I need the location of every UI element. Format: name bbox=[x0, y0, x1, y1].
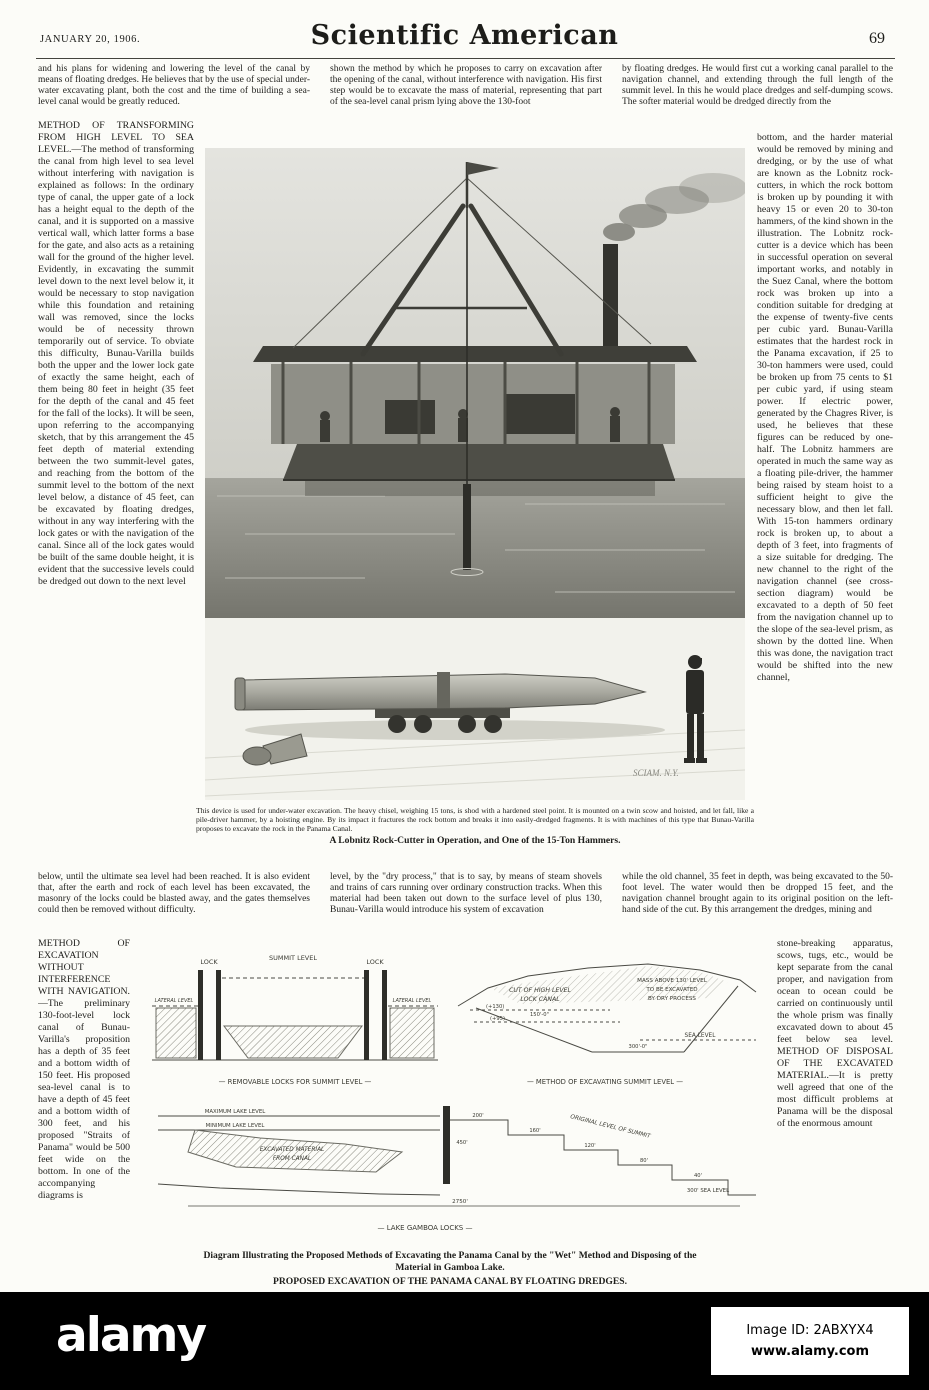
ground-mass-left bbox=[156, 1008, 196, 1058]
label-lateral-level-left: LATERAL LEVEL bbox=[154, 998, 194, 1004]
label-original-level: ORIGINAL LEVEL OF SUMMIT bbox=[569, 1114, 651, 1140]
intro-left-paragraph: and his plans for widening and lowering the level of the canal by means of floating dredges. He believes that by the use of special under-water excavating plant, both the cost and the time of building a sea-level canal would be greatly reduced. bbox=[38, 64, 310, 107]
label-min-lake: MINIMUM LAKE LEVEL bbox=[205, 1123, 265, 1129]
water-background bbox=[205, 478, 745, 618]
label-width-300: 300'-0" bbox=[628, 1044, 648, 1050]
lake-floor-line bbox=[158, 1184, 440, 1195]
dredge-scene-image bbox=[205, 148, 745, 618]
alamy-watermark-bar bbox=[0, 1292, 929, 1390]
page-number: 69 bbox=[869, 30, 885, 47]
label-depth-450: 450' bbox=[456, 1140, 468, 1146]
hammer-scene-image bbox=[205, 618, 745, 800]
label-max-lake: MAXIMUM LAKE LEVEL bbox=[204, 1109, 266, 1115]
label-method-excavating: — METHOD OF EXCAVATING SUMMIT LEVEL — bbox=[526, 1078, 684, 1086]
label-mass-line3: BY DRY PROCESS bbox=[648, 996, 696, 1002]
terrace-steps bbox=[450, 1120, 756, 1195]
ground-mass-center bbox=[224, 1026, 362, 1058]
label-excavated-material1: EXCAVATED MATERIAL bbox=[259, 1147, 325, 1153]
canopy-roof bbox=[253, 346, 697, 362]
chisel-butt bbox=[235, 678, 245, 710]
label-step-40: 40' bbox=[693, 1173, 703, 1179]
label-sea-level: SEA LEVEL bbox=[684, 1033, 716, 1039]
label-width-2750: 2750' bbox=[452, 1199, 468, 1205]
figure-caption-detail: This device is used for under-water excavation. The heavy chisel, weighing 15 tons, is shod with a hardened steel point. It is mounted on a twin scow and hoisted, and let fall, like a pile-driver hammer, by a hoisting engine. By its impact it fractures the rock bottom and breaks it into easily-dredged fragments. It is with machines of this type that Bunau-Varilla proposes to excavate the rock in the Panama Canal. bbox=[196, 806, 754, 833]
label-step-120: 120' bbox=[584, 1143, 596, 1149]
label-summit-level: SUMMIT LEVEL bbox=[269, 954, 317, 962]
alamy-url-text: www.alamy.com bbox=[750, 1344, 870, 1359]
image-id-box bbox=[711, 1307, 909, 1375]
label-mass-line2: TO BE EXCAVATED bbox=[646, 987, 698, 993]
figure-caption-title: A Lobnitz Rock-Cutter in Operation, and One of the 15-Ton Hammers. bbox=[329, 835, 621, 846]
image-id-text: Image ID: 2ABXYX4 bbox=[746, 1323, 874, 1338]
label-elev-95: (+95) bbox=[490, 1016, 505, 1022]
bottom-right-column-text: stone-breaking apparatus, scows, tugs, etc., would be kept separate from the canal proper, and navigation from ocean to ocean could be carried on continuously until the whole prism was finally excavated down to about 45 feet below sea level. METHOD OF DISPOSAL OF THE EXCAVATED MATERIAL.—It is pretty well agreed that one of the most difficult problems at Panama will be the disposal of the enormous amount bbox=[777, 938, 893, 1129]
label-mass-line1: MASS ABOVE 130' LEVEL bbox=[637, 978, 707, 984]
label-sea-level-300: 300' SEA LEVEL bbox=[686, 1188, 730, 1194]
chisel-underwater bbox=[463, 484, 471, 570]
label-elev-130: (+130) bbox=[486, 1004, 505, 1010]
alamy-logo: alamy bbox=[56, 1308, 206, 1363]
label-lateral-level-right: LATERAL LEVEL bbox=[392, 998, 432, 1004]
diagram-caption-line1: Diagram Illustrating the Proposed Methods of Excavating the Panama Canal by the "Wet" Method and Disposing of the bbox=[203, 1250, 697, 1261]
label-lock-left: LOCK bbox=[200, 958, 218, 966]
mid-right-paragraph: while the old channel, 35 feet in depth, was being excavated to the 50-foot level. The water would then be dropped 15 feet, and the navigation channel brought again to its original position on the left-hand side of the cut. By this arrangement the dredges, mining and bbox=[622, 872, 893, 915]
spare-point-base bbox=[243, 747, 271, 765]
label-lake-gamboa: — LAKE GAMBOA LOCKS — bbox=[377, 1224, 473, 1232]
header-rule bbox=[36, 58, 895, 59]
lifting-collar bbox=[437, 672, 450, 708]
label-width-150: 150'-0" bbox=[530, 1012, 549, 1018]
left-column-text: METHOD OF TRANSFORMING FROM HIGH LEVEL TO SEA LEVEL.—The method of transforming the canal from high level to sea level without interfering with navigation is explained as follows: In the ordinary type of canal, the upper gate of a lock has a height equal to the depth of the canal, and it is supported on a massive vertical wall, which latter forms a base for the gate, and also acts as a retaining wall for the ground of the higher level. Evidently, in excavating the summit level down to the next level below it, it would be necessary to stop navigation while this foundation and retaining wall was removed, since the locks would be of necessity thrown temporarily out of service. To obviate this difficulty, Bunau-Varilla builds both the upper and the lower lock gate of exactly the same height, each of them being 80 feet in height (35 feet for the depth of the canal and 45 feet for the fall of the locks). It will be seen, upon referring to the accompanying sketch, that by this arrangement the 45 feet depth of material extending between the two summit-level gates, and reaching from the bottom of the summit level to the bottom of the next level below, a distance of 45 feet, can be excavated by floating dredges, without in any way interfering with the lock gates or with the navigation of the canal. Since all of the lock gates would be built of the same double height, it is evident that the successive levels could be dredged out down to the next level bbox=[38, 120, 194, 587]
diagram-caption-line2: Material in Gamboa Lake. bbox=[395, 1262, 505, 1273]
gamboa-dam bbox=[443, 1106, 450, 1184]
excavation-diagram bbox=[140, 948, 760, 1248]
bottom-left-column-text: METHOD OF EXCAVATION WITHOUT INTERFERENCE WITH NAVIGATION.—The preliminary 130-foot-level lock canal of Bunau-Varilla's proposition has a depth of 35 feet and a bottom width of 150 feet. His proposed sea-level canal is to have a depth of 45 feet and a bottom width of 300 feet, and his proposed "Straits of Panama" would be 500 feet wide on the bottom. In one of the accompanying diagrams is bbox=[38, 938, 130, 1201]
smokestack bbox=[603, 244, 618, 348]
right-column-text: bottom, and the harder material would be removed by mining and dredging, or by the use of what are known as the Lobnitz rock-cutters, in which the rock bottom is broken up by pounding it with heavy 15 or even 20 to 30-ton hammers, of the kind shown in the illustration. The Lobnitz rock-cutter is a device which has been in successful operation on several important works, and notably in the Suez Canal, where the bottom rock was broken up into a condition suitable for dredging at the expense of twenty-five cents per cubic yard. Bunau-Varilla estimates that the hardest rock in the Panama excavation, if 25 to 30-ton hammers were used, could be broken up from 75 cents to $1 per cubic yard, if using steam power. If electric power, generated by the Chagres River, is used, he believes that these figures can be reduced by one-half. The Lobnitz hammers are operated in much the same way as a floating pile-driver, the hammer being raised by steam hoist to a sufficient height to give the necessary blow, and then let fall. With 15-ton hammers ordinary rock is broken up, to about a depth of 3 feet, into fragments of a size suitable for dredging. The new channel to the right of the navigation channel (see cross-section diagram) would be excavated to a depth of 50 feet from the navigation channel up to the slope of the sea-level prism, as shown by the dotted line. When this was done, the navigation tract would be shifted into the new channel, bbox=[757, 132, 893, 683]
label-removable-locks: — REMOVABLE LOCKS FOR SUMMIT LEVEL — bbox=[218, 1078, 372, 1086]
diagram-caption-line3: PROPOSED EXCAVATION OF THE PANAMA CANAL BY FLOATING DREDGES. bbox=[272, 1276, 628, 1287]
intro-right-paragraph: by floating dredges. He would first cut a working canal parallel to the navigation channel, and extending through the full length of the summit level. In this he would place dredges and self-dumping scows. The softer material would be dredged directly from the bbox=[622, 64, 893, 107]
intro-center-paragraph: shown the method by which he proposes to carry on excavation after the opening of the canal, without interference with navigation. His first step would be to excavate the mass of material, representing that part of the sea-level canal prism lying above the 130-foot bbox=[330, 64, 602, 107]
issue-date: JANUARY 20, 1906. bbox=[40, 34, 141, 45]
ground-mass-right bbox=[390, 1008, 434, 1058]
masthead-title: Scientific American bbox=[310, 20, 619, 51]
artist-signature: SCIAM. N.Y. bbox=[633, 768, 679, 778]
shadow bbox=[245, 720, 665, 740]
label-cut-line2: LOCK CANAL bbox=[520, 996, 560, 1003]
mid-left-paragraph: below, until the ultimate sea level had been reached. It is also evident that, after the earth and rock of each level has been excavated, the masonry of the locks could be blasted away, and the gates themselves could then be removed without difficulty. bbox=[38, 872, 310, 915]
label-step-160: 160' bbox=[529, 1128, 541, 1134]
label-cut-line1: CUT OF HIGH LEVEL bbox=[509, 987, 571, 994]
label-lock-right: LOCK bbox=[366, 958, 384, 966]
label-step-80: 80' bbox=[639, 1158, 649, 1164]
mid-center-paragraph: level, by the "dry process," that is to say, by means of steam shovels and trains of cars running over ordinary construction tracks. When this material had been taken out down to the surface level of plus 130, Bunau-Varilla would introduce his system of excavation bbox=[330, 872, 602, 915]
rock-cutter-illustration bbox=[205, 148, 745, 800]
label-step-200: 200' bbox=[472, 1113, 484, 1119]
hull-reflection bbox=[305, 480, 655, 496]
label-excavated-material2: FROM CANAL bbox=[272, 1156, 312, 1162]
scow-hull bbox=[283, 444, 675, 480]
